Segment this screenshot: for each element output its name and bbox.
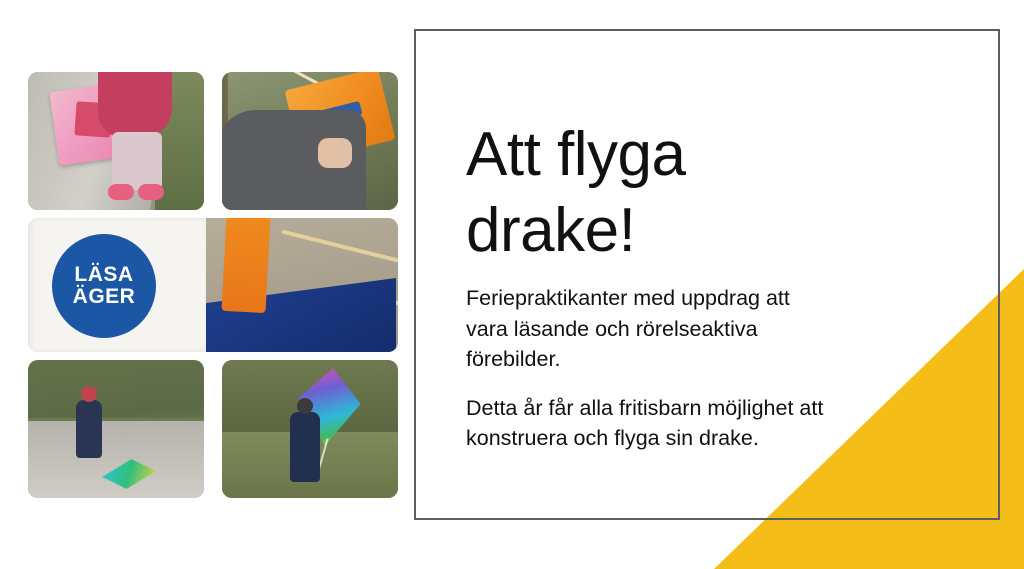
child-shoe-right-shape <box>138 184 164 200</box>
orange-kite-strip-shape <box>222 218 271 313</box>
slide-title-line-2: drake! <box>466 195 636 265</box>
photo-child-walking-away-image <box>28 360 204 498</box>
lasa-ager-logo <box>52 234 156 338</box>
child-coat-shape <box>98 72 172 138</box>
photo-child-lifting-rainbow-kite <box>222 360 398 498</box>
child-legs-shape <box>112 132 162 190</box>
body-paragraph-1: Feriepraktikanter med uppdrag att vara läsande och rörelseaktiva förebilder. <box>466 286 790 372</box>
paved-road-shape <box>28 421 204 498</box>
child-shoe-left-shape <box>108 184 134 200</box>
photo-lasa-ager-image <box>28 218 398 352</box>
photo-child-walking-away-with-kite <box>28 360 204 498</box>
slide-title <box>466 119 946 265</box>
child-hand-shape <box>318 138 352 168</box>
slide-body-text <box>466 283 826 454</box>
slide-title-line-1: Att flyga <box>466 119 686 189</box>
photo-lasa-ager-logo-and-kite-fabric <box>28 218 398 352</box>
lasa-ager-logo-line2: ÄGER <box>72 285 136 308</box>
photo-child-with-pink-kite <box>28 72 204 210</box>
photo-child-with-pink-kite-image <box>28 72 204 210</box>
child-figure-shape <box>290 412 320 482</box>
photo-child-lifting-rainbow-kite-image <box>222 360 398 498</box>
child-figure-shape <box>76 400 102 458</box>
photo-child-holding-orange-kite-image <box>222 72 398 210</box>
photo-child-holding-orange-kite <box>222 72 398 210</box>
lasa-ager-logo-line1: LÄSA <box>74 262 134 286</box>
body-paragraph-2: Detta år får alla fritisbarn möjlighet att konstruera och flyga sin drake. <box>466 395 824 451</box>
photo-collage <box>28 72 398 497</box>
